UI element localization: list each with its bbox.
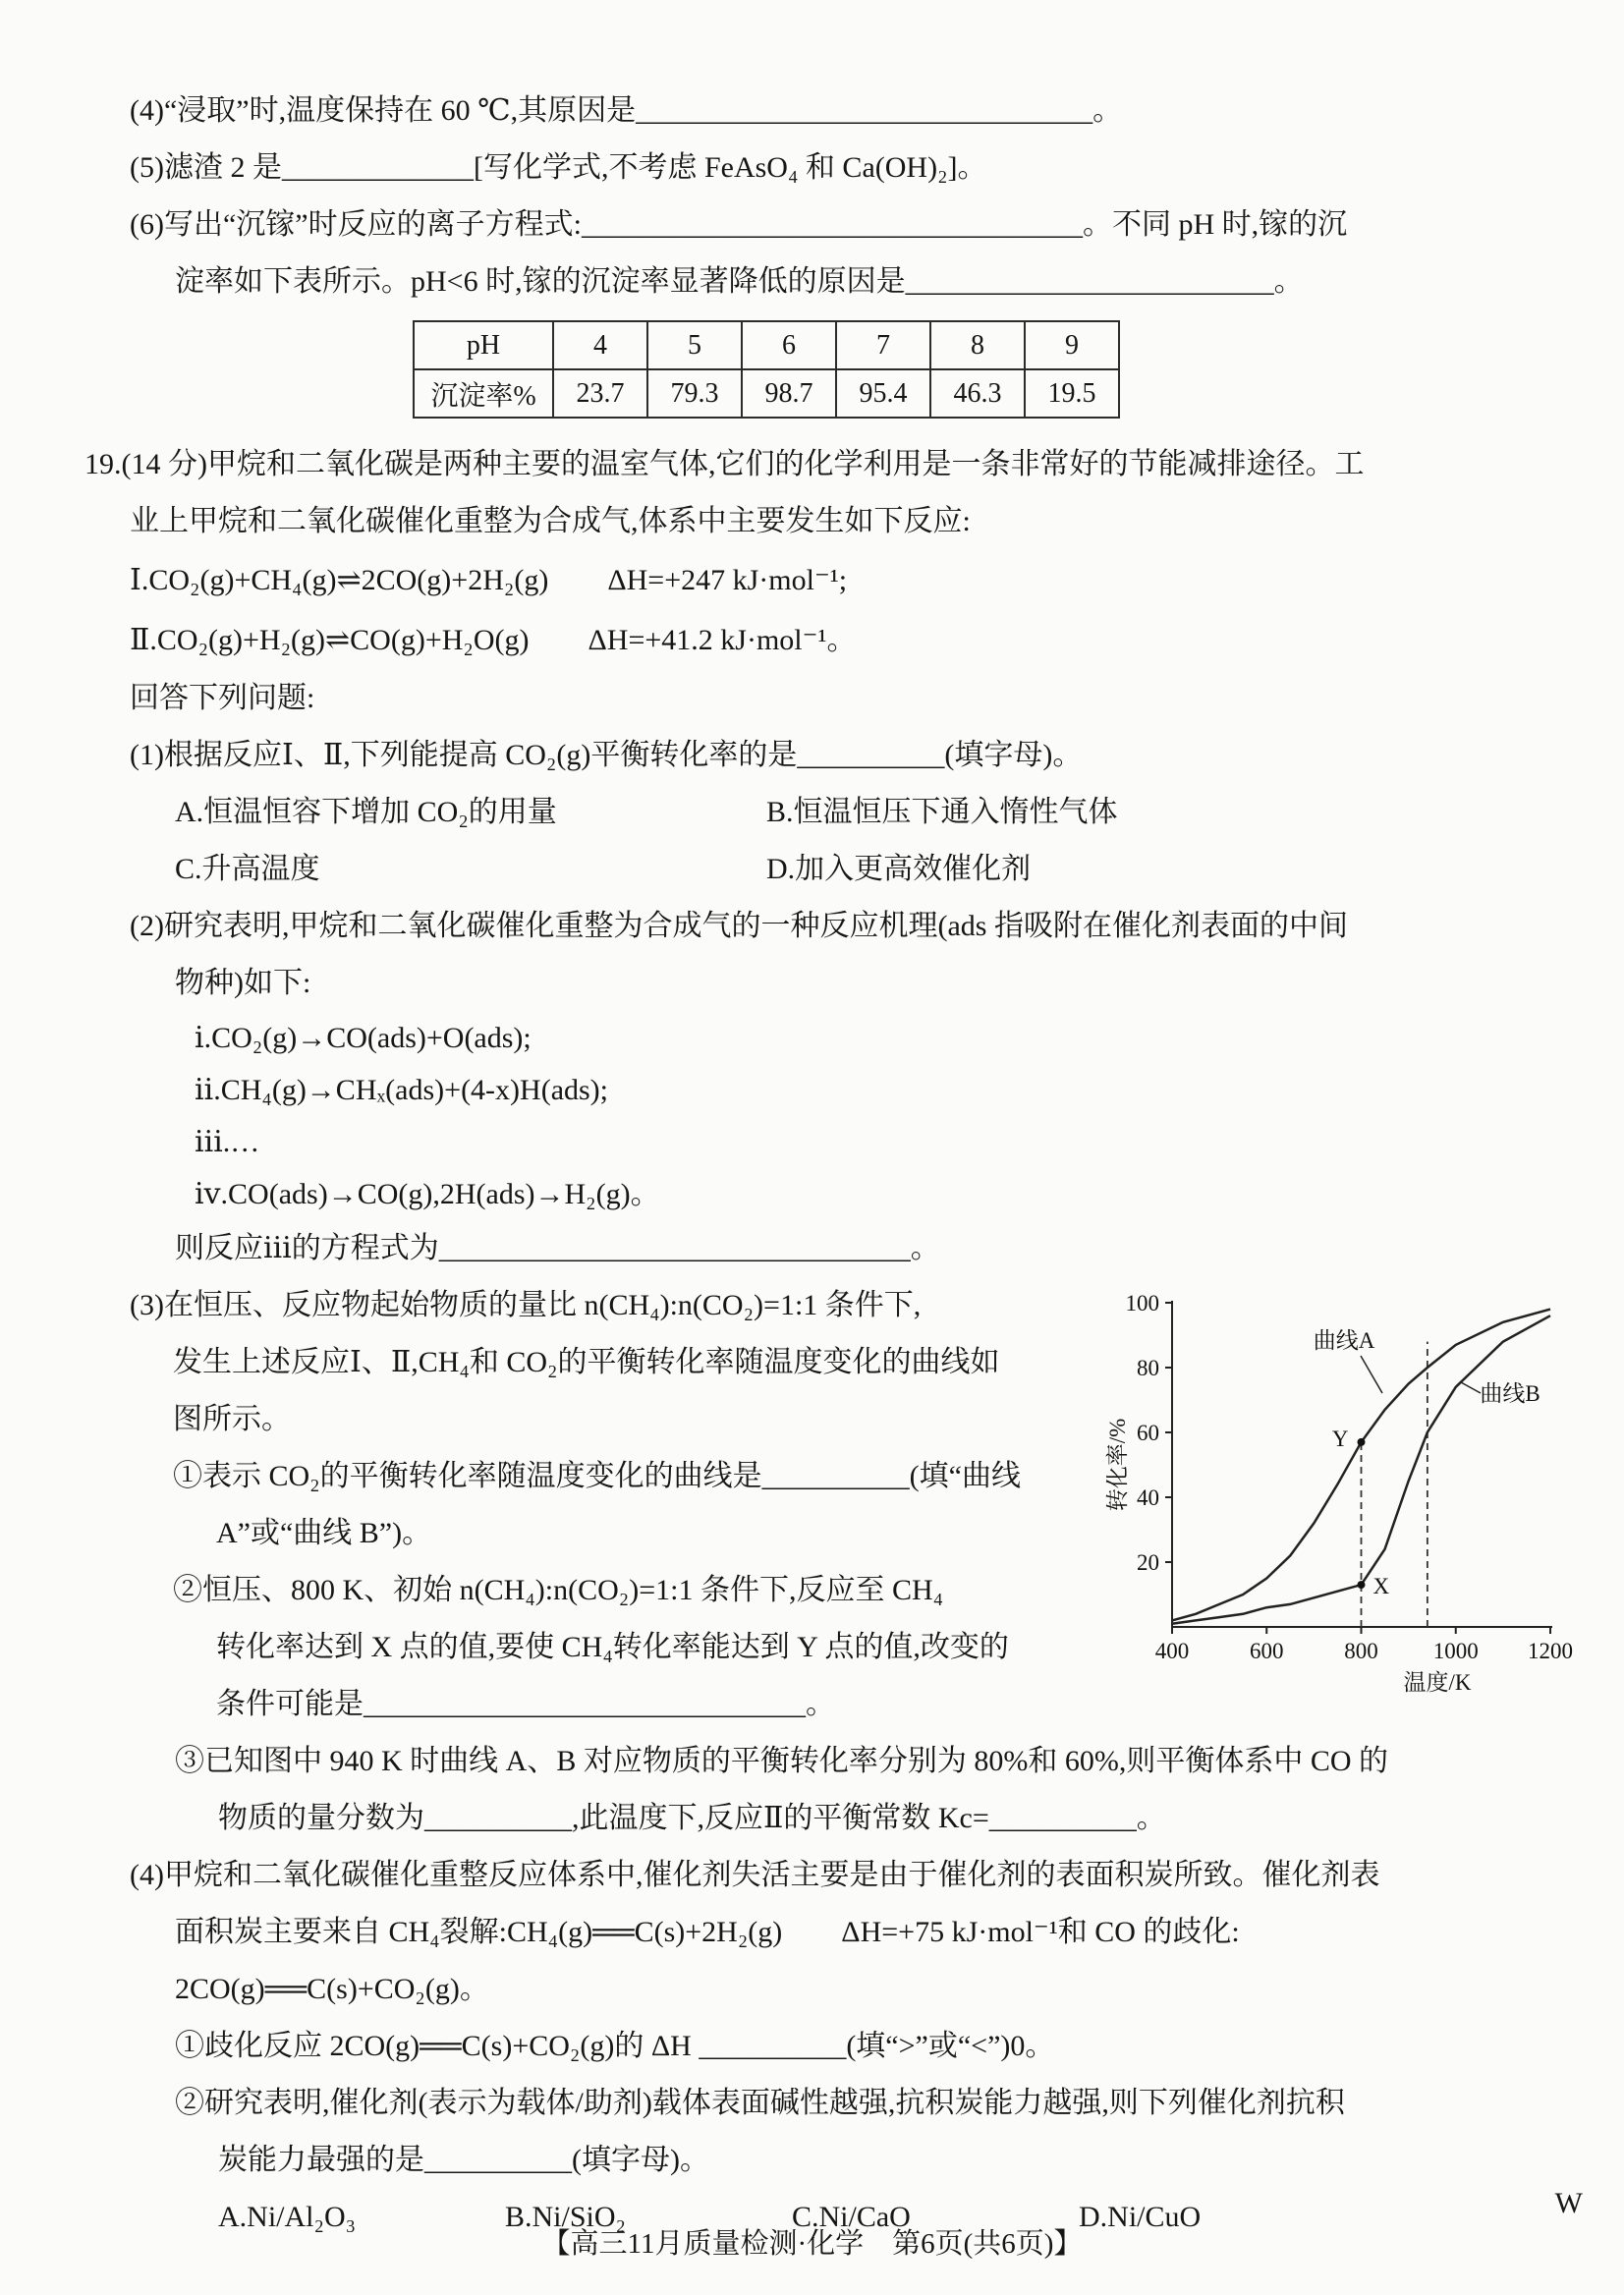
- q19-answer-prompt: 回答下列问题:: [130, 682, 315, 714]
- q19-p4-line2: 面积炭主要来自 CH₄裂解:CH₄(g)══C(s)+2H₂(g) ΔH=+75 kJ·mol⁻¹和 CO 的歧化:: [175, 1916, 1240, 1948]
- table-cell: 8: [930, 321, 1025, 369]
- table-cell: 19.5: [1025, 369, 1119, 418]
- q19-p3-text-column: [130, 1277, 1103, 1733]
- conversion-rate-chart: [1103, 1283, 1575, 1706]
- table-cell: 7: [836, 321, 930, 369]
- y-axis-label: 转化率/%: [1105, 1418, 1130, 1512]
- point-x-label: X: [1372, 1574, 1390, 1599]
- x-tick-label: 1200: [1528, 1639, 1573, 1663]
- y-tick-label: 80: [1137, 1356, 1159, 1380]
- table-cell: 9: [1025, 321, 1119, 369]
- y-tick-label: 20: [1137, 1550, 1159, 1575]
- point-y-marker: [1358, 1438, 1366, 1446]
- table-cell: 4: [553, 321, 647, 369]
- table-data-row: [414, 369, 1119, 418]
- q19-p1-stem: (1)根据反应Ⅰ、Ⅱ,下列能提高 CO₂(g)平衡转化率的是__________(填字母)。: [130, 739, 1083, 771]
- curve-b-leader-line: [1461, 1382, 1481, 1393]
- x-axis-label: 温度/K: [1403, 1670, 1472, 1695]
- option-c: C.升高温度: [175, 853, 320, 885]
- y-tick-label: 60: [1137, 1421, 1159, 1445]
- q18-part4-line: (4)“浸取”时,温度保持在 60 ℃,其原因是_______________________________。: [130, 94, 1123, 127]
- table-header-row: [414, 321, 1119, 369]
- option-b: B.Ni/SiO₂: [505, 2201, 626, 2233]
- x-tick-label: 800: [1344, 1639, 1378, 1663]
- q19-p4-line3: 2CO(g)══C(s)+CO₂(g)。: [175, 1973, 489, 2005]
- q19-p2-stem-line1: (2)研究表明,甲烷和二氧化碳催化重整为合成气的一种反应机理(ads 指吸附在催化剂表面的中间: [130, 910, 1348, 942]
- q19-p3-line3: 图所示。: [173, 1403, 291, 1435]
- q19-p3-sub3-line1: ③已知图中 940 K 时曲线 A、B 对应物质的平衡转化率分别为 80%和 60%,则平衡体系中 CO 的: [175, 1745, 1388, 1777]
- q19-p2-stem-line2: 物种)如下:: [175, 967, 311, 999]
- q19-p2-step3: ⅲ.…: [195, 1126, 260, 1158]
- q19-intro-line1: [84, 436, 1575, 493]
- q19-p3-sub1-line1: ①表示 CO₂的平衡转化率随温度变化的曲线是__________(填“曲线: [173, 1460, 1021, 1492]
- curve-a-leader-line: [1361, 1356, 1382, 1393]
- point-x-marker: [1358, 1581, 1366, 1589]
- table-cell: pH: [414, 321, 553, 369]
- q19-p3-sub2-line2: 转化率达到 X 点的值,要使 CH₄转化率能达到 Y 点的值,改变的: [216, 1631, 1009, 1663]
- curve-a-label: 曲线A: [1313, 1328, 1375, 1353]
- table-cell: 95.4: [836, 369, 930, 418]
- q18-part6-line1: (6)写出“沉镓”时反应的离子方程式:__________________________________。不同 pH 时,镓的沉: [130, 208, 1348, 241]
- question-18-section: [84, 83, 1575, 419]
- question-19-section: [84, 436, 1575, 2246]
- x-tick-label: 1000: [1432, 1639, 1479, 1663]
- q19-p1-options-row2: [175, 841, 1575, 898]
- q19-reaction-2: Ⅱ.CO₂(g)+H₂(g)⇌CO(g)+H₂O(g) ΔH=+41.2 kJ·mol⁻¹。: [130, 624, 857, 656]
- q19-p3-block: [130, 1277, 1575, 1733]
- option-a: A.Ni/Al₂O₃: [218, 2201, 357, 2233]
- question-number: 19.: [84, 448, 122, 480]
- option-d: D.Ni/CuO: [1079, 2201, 1202, 2233]
- q19-p3-sub2-line1: ②恒压、800 K、初始 n(CH₄):n(CO₂)=1:1 条件下,反应至 CH₄: [173, 1574, 944, 1606]
- option-c: C.Ni/CaO: [792, 2201, 911, 2233]
- option-d: D.加入更高效催化剂: [766, 853, 1032, 885]
- page-watermark: W: [1554, 2187, 1583, 2219]
- q19-p3-sub3-line2: 物质的量分数为__________,此温度下,反应Ⅱ的平衡常数 Kc=__________。: [218, 1802, 1166, 1834]
- q19-p4-line1: (4)甲烷和二氧化碳催化重整反应体系中,催化剂失活主要是由于催化剂的表面积炭所致。催化剂表: [130, 1859, 1380, 1891]
- conversion-chart-figure: [1103, 1277, 1575, 1733]
- q19-p4-sub2-line2: 炭能力最强的是__________(填字母)。: [218, 2144, 709, 2176]
- q19-p2-step1: ⅰ.CO₂(g)→CO(ads)+O(ads);: [195, 1022, 532, 1054]
- x-tick-label: 600: [1250, 1639, 1284, 1663]
- q19-reaction-1: Ⅰ.CO₂(g)+CH₄(g)⇌2CO(g)+2H₂(g) ΔH=+247 kJ·mol⁻¹;: [130, 564, 848, 596]
- option-a: A.恒温恒容下增加 CO₂的用量: [175, 796, 557, 828]
- table-cell: 23.7: [553, 369, 647, 418]
- q19-p2-step2: ⅱ.CH₄(g)→CHₓ(ads)+(4-x)H(ads);: [195, 1074, 609, 1106]
- table-cell: 46.3: [930, 369, 1025, 418]
- y-tick-label: 40: [1137, 1485, 1159, 1510]
- option-b: B.恒温恒压下通入惰性气体: [766, 796, 1118, 828]
- q18-part5-line: (5)滤渣 2 是_____________[写化学式,不考虑 FeAsO₄ 和 Ca(OH)₂]。: [130, 151, 987, 184]
- curve-b-label: 曲线B: [1480, 1381, 1540, 1406]
- q19-p4-sub2-line1: ②研究表明,催化剂(表示为载体/助剂)载体表面碱性越强,抗积炭能力越强,则下列催化剂抗积: [175, 2087, 1345, 2119]
- y-tick-label: 100: [1125, 1291, 1159, 1315]
- x-tick-label: 400: [1154, 1639, 1190, 1663]
- point-y-label: Y: [1331, 1426, 1349, 1451]
- q19-p3-line1: (3)在恒压、反应物起始物质的量比 n(CH₄):n(CO₂)=1:1 条件下,: [130, 1289, 922, 1321]
- q19-p3-sub1-line2: A”或“曲线 B”)。: [216, 1517, 432, 1549]
- table-cell: 5: [647, 321, 742, 369]
- table-cell: 6: [742, 321, 836, 369]
- q19-p3-line2: 发生上述反应Ⅰ、Ⅱ,CH₄和 CO₂的平衡转化率随温度变化的曲线如: [173, 1346, 1000, 1378]
- q18-part6-line2: 淀率如下表所示。pH<6 时,镓的沉淀率显著降低的原因是_________________________。: [175, 265, 1304, 298]
- q19-p4-sub1: ①歧化反应 2CO(g)══C(s)+CO₂(g)的 ΔH __________(填“>”或“<”)0。: [175, 2030, 1055, 2062]
- table-cell: 79.3: [647, 369, 742, 418]
- table-cell: 98.7: [742, 369, 836, 418]
- page-footer: 【高三11月质量检测·化学 第6页(共6页)】: [541, 2228, 1083, 2260]
- q19-intro-line2: 业上甲烷和二氧化碳催化重整为合成气,体系中主要发生如下反应:: [130, 505, 971, 537]
- ph-precipitation-table: [413, 320, 1120, 419]
- q19-p3-sub2-line3: 条件可能是______________________________。: [216, 1688, 835, 1720]
- q19-p1-options-row1: [175, 784, 1575, 841]
- q19-p2-question: 则反应ⅲ的方程式为________________________________。: [175, 1232, 940, 1264]
- q19-p2-step4: ⅳ.CO(ads)→CO(g),2H(ads)→H₂(g)。: [195, 1178, 660, 1210]
- q19-intro-text: (14 分)甲烷和二氧化碳是两种主要的温室气体,它们的化学利用是一条非常好的节能减排途径。工: [121, 448, 1365, 480]
- table-cell: 沉淀率%: [414, 369, 553, 418]
